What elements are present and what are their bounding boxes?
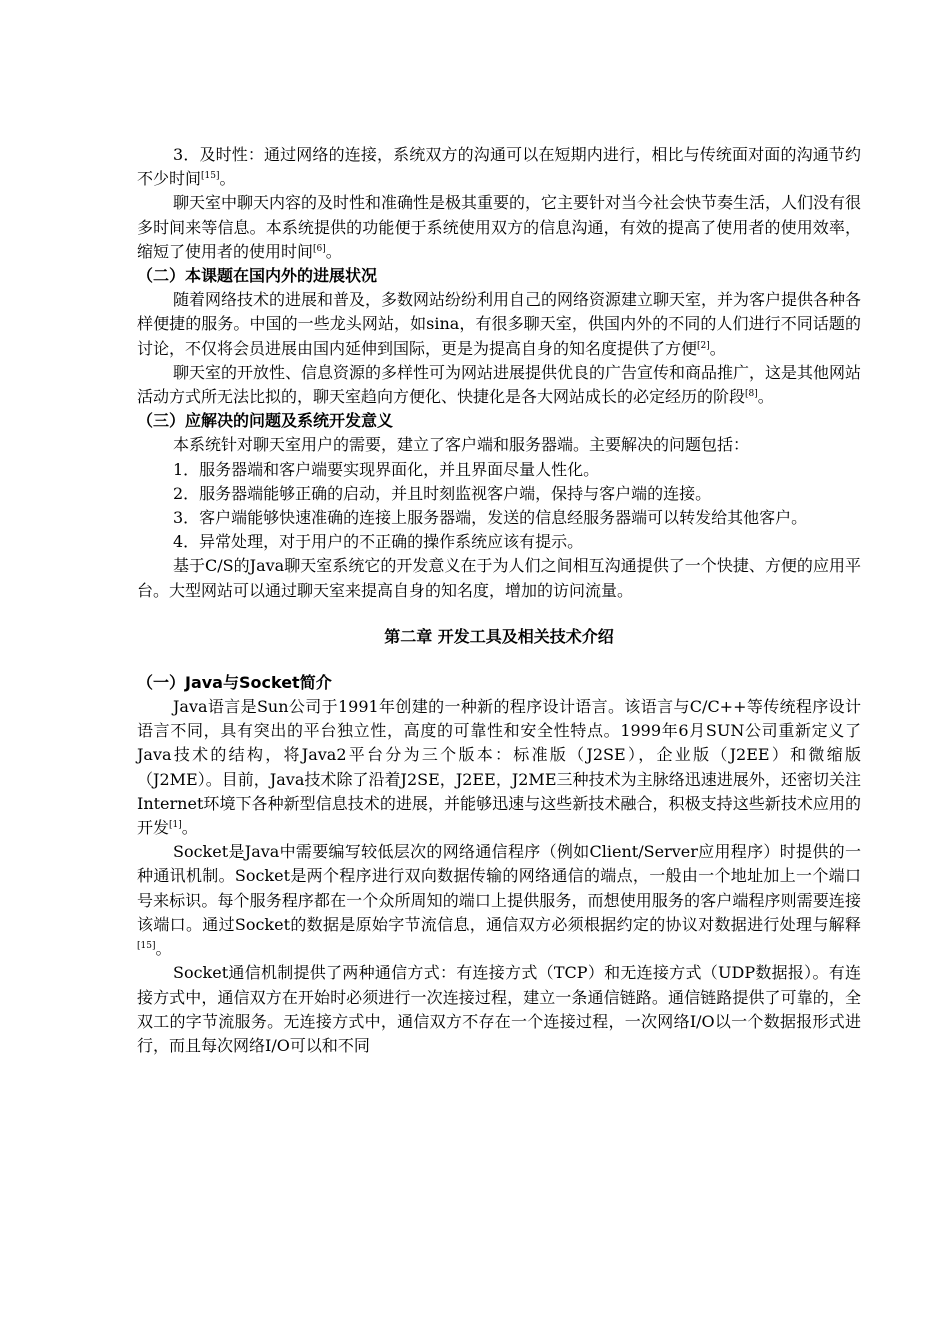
text-run: Socket是Java中需要编写较低层次的网络通信程序（例如Client/Server应用程序）时提供的一种通讯机制。Socket是两个程序进行双向数据传输的网络通信的端点，一般由一个地址加上一个端口号来标识。每个服务程序都在一个众所周知的端口上提供服务，而想使用服务的客户端程序则需要连接该端口。通过Socket的数据是原始字节流信息，通信双方必须根据约定的协议对数据进行处理与解释 [137,842,861,934]
paragraph [137,458,861,482]
paragraph [137,143,861,191]
paragraph [137,840,861,961]
text-run: 4．异常处理，对于用户的不正确的操作系统应该有提示。 [173,532,584,552]
text-run: 。 [325,241,342,261]
chapter-title: 第二章 开发工具及相关技术介绍 [384,626,614,646]
paragraph [137,433,861,457]
paragraph [137,506,861,530]
paragraph [137,695,861,840]
text-run: 。 [181,818,198,838]
citation-ref: [6] [313,243,326,254]
text-run: 聊天室中聊天内容的及时性和准确性是极其重要的，它主要针对当今社会快节奏生活，人们没有很多时间来等信息。本系统提供的功能便于系统使用双方的信息沟通，有效的提高了使用者的使用效率，缩短了使用者的使用时间 [137,193,862,261]
paragraph [137,288,861,361]
text-run: 。 [757,387,774,407]
text-run: 3．客户端能够快速准确的连接上服务器端，发送的信息经服务器端可以转发给其他客户。 [173,508,808,528]
paragraph [137,482,861,506]
section-heading: （一）Java与Socket简介 [137,672,332,692]
section-heading: （二）本课题在国内外的进展状况 [137,266,378,286]
text-run: 聊天室的开放性、信息资源的多样性可为网站进展提供优良的广告宣传和商品推广，这是其他网站活动方式所无法比拟的，聊天室趋向方便化、快捷化是各大网站成长的必定经历的阶段 [137,362,862,407]
text-run: 基于C/S的Java聊天室系统它的开发意义在于为人们之间相互沟通提供了一个快捷、方便的应用平台。大型网站可以通过聊天室来提高自身的知名度，增加的访问流量。 [137,556,861,600]
text-run: 1．服务器端和客户端要实现界面化，并且界面尽量人性化。 [173,459,600,479]
text-run: 。 [219,169,236,189]
text-run: 本系统针对聊天室用户的需要，建立了客户端和服务器端。主要解决的问题包括： [173,435,750,455]
paragraph [137,530,861,554]
text-run: Socket通信机制提供了两种通信方式：有连接方式（TCP）和无连接方式（UDP数据报）。有连接方式中，通信双方在开始时必须进行一次连接过程，建立一条通信链路。通信链路提供了可靠的，全双工的字节流服务。无连接方式中，通信双方不存在一个连接过程，一次网络I/O以一个数据报形式进行，而且每次网络I/O可以和不同 [137,963,861,1055]
paragraph [137,554,861,602]
citation-ref: [15] [137,941,156,952]
citation-ref: [1] [169,820,182,831]
paragraph [137,361,861,409]
citation-ref: [8] [745,389,758,400]
citation-ref: [15] [201,171,220,182]
citation-ref: [2] [697,340,710,351]
text-run: 3．及时性：通过网络的连接，系统双方的沟通可以在短期内进行，相比与传统面对面的沟通节约不少时间 [137,145,861,189]
text-run: Java语言是Sun公司于1991年创建的一种新的程序设计语言。该语言与C/C++等传统程序设计语言不同，具有突出的平台独立性，高度的可靠性和安全性特点。1999年6月SUN公司重新定义了Java技术的结构，将Java2平台分为三个版本：标准版（J2SE），企业版（J2EE）和微缩版（J2ME）。目前，Java技术除了沿着J2SE，J2EE，J2ME三种技术为主脉络迅速进展外，还密切关注Internet环境下各种新型信息技术的进展，并能够迅速与这些新技术融合，积极支持这些新技术应用的开发 [137,697,861,838]
section-heading: （三）应解决的问题及系统开发意义 [137,411,394,431]
text-run: 。 [155,939,172,959]
text-run: 。 [709,338,726,358]
paragraph [137,961,861,1058]
document-page [137,143,861,1058]
text-run: 随着网络技术的进展和普及，多数网站纷纷利用自己的网络资源建立聊天室，并为客户提供各种各样便捷的服务。中国的一些龙头网站，如sina，有很多聊天室，供国内外的不同的人们进行不同话题的讨论，不仅将会员进展由国内延伸到国际，更是为提高自身的知名度提供了方便 [137,290,862,358]
paragraph [137,191,861,264]
text-run: 2．服务器端能够正确的启动，并且时刻监视客户端，保持与客户端的连接。 [173,483,712,503]
